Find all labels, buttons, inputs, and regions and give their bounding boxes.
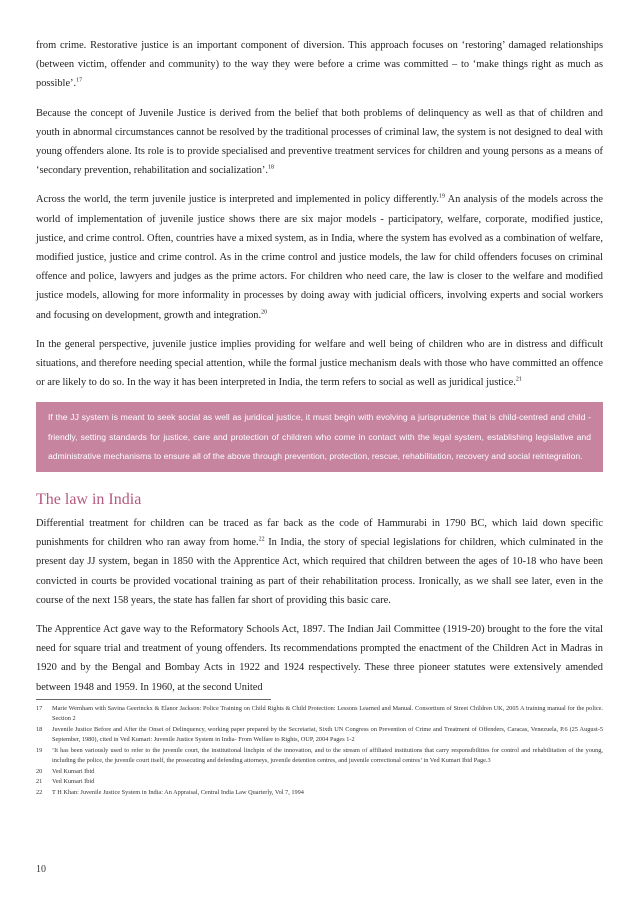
- document-page: [36, 36, 603, 798]
- paragraph-models: Across the world, the term juvenile justice is interpreted and implemented in policy differently.$^{19}$ An analysis of the models across the world of implementation of juvenile justice shows there are six major models - participatory, welfare, corporate, modified justice, justice, and crime control. Often, countries have a mixed system, as in India, where the system has evolved as a combination of welfare, modified justice, justice and crime control. As in the crime control and justice models, the law for child offenders focuses on criminal offence and police, lawyers and judges as the prime actors. For children who need care, the law is closer to the welfare and modified justice models, allowing for more informality in processes by doing away with judicial officers, involving experts and social workers and focusing on development, growth and integration.$^{20}$: [36, 193, 603, 321]
- footnote-18: 18 Juvenile Justice Before and After the Onset of Delinquency, working paper prepared by the Secretariat, Sixth UN Congress on Prevention of Crime and Treatment of Offenders, Caracas, Venezuela, P.6 (25 August-5 September, 1980), cited in Ved Kumari: Juvenile Justice System in India- From Welfare to Rights, OUP, 2004 Pages 1-2: [36, 725, 603, 744]
- footnote-22: 22 T H Khan: Juvenile Justice System in India: An Appraisal, Central India Law Quarterly, Vol 7, 1994: [36, 788, 304, 796]
- paragraph-apprentice-act: The Apprentice Act gave way to the Reformatory Schools Act, 1897. The Indian Jail Committee (1919-20) brought to the fore the vital need for square trial and treatment of young offenders. Its recommendations prompted the enactment of the Children Act in Madras in 1920 and by the Bengal and Bombay Acts in 1922 and 1924 respectively. These three pioneer statutes were extensively amended between 1948 and 1959. In 1960, at the second United: [36, 624, 603, 693]
- paragraph-juvenile-justice-concept: Because the concept of Juvenile Justice is derived from the belief that both problems of delinquency as well as that of children and youth in abnormal circumstances cannot be resolved by the traditional processes of criminal law, the system is not designed to deal with young offenders alone. Its role is to provide specialised and preventive treatment services for children and young persons as a means of ‘secondary prevention, rehabilitation and socialization’.$^{18}$: [36, 107, 603, 177]
- footnote-17: 17 Marie Wernham with Savina Geerinckx & Elanor Jackson: Police Training on Child Rights & Child Protection: Lessons Learned and Manual. Consortium of Street Children UK, 2005 A training manual for the police. Section 2: [36, 704, 603, 723]
- page-number: 10: [36, 864, 46, 875]
- footnote-ref-18: 18: [267, 164, 274, 171]
- callout-box: If the JJ system is meant to seek social as well as juridical justice, it must begin with evolving a jurisprudence that is child-centred and child - friendly, setting standards for justice, care and protection of children who come in contact with the legal system, establishing legislative and administrative mechanisms to ensure all of the above through prevention, protection, rescue, rehabilitation, recovery and social reintegration.: [36, 402, 603, 472]
- paragraph-general-perspective: In the general perspective, juvenile justice implies providing for welfare and well being of children who are in distress and difficult situations, and therefore needing special attention, while the formal justice mechanism deals with those who have committed an offence or are likely to do so. In the way it has been interpreted in India, the term refers to social as well as juridical justice.$^{21}$: [36, 338, 603, 389]
- paragraph-hammurabi: Differential treatment for children can be traced as far back as the code of Hammurabi in 1790 BC, which laid down specific punishments for children who ran away from home.$^{22}$ In India, the story of special legislations for children, which culminated in the present day JJ system, began in 1850 with the Apprentice Act, which required that children between the ages of 10-18 who have been convicted in courts be provided vocational training as part of their rehabilitation process. Ironically, as we shall see later, even in the course of the next 158 years, the state has fallen far short of providing this basic care.: [36, 518, 603, 606]
- footnote-ref-21: 21: [515, 376, 522, 383]
- footnote-ref-17: 17: [76, 77, 83, 84]
- footnote-ref-20: 20: [261, 309, 268, 316]
- footnotes: [36, 704, 603, 799]
- footnote-20: 20 Ved Kumari Ibid: [36, 767, 95, 775]
- paragraph-restorative-justice: from crime. Restorative justice is an important component of diversion. This approach focuses on ‘restoring’ damaged relationships (between victim, offender and community) to the way they were before a crime was committed – to ‘make things right as much as possible’.$^{17}$: [36, 40, 603, 90]
- footnote-21: 21 Ved Kumari Ibid: [36, 778, 95, 786]
- footnote-19: 19 ‘It has been variously used to refer to the juvenile court, the institutional linchpin of the innovation, and to the stream of affiliated institutions that carry responsibilities for control and rehabilitation of the young, including the police, the juvenile court itself, the prosecuting and defending attorneys, juvenile detention centres, and juvenile correctional centres’ in Ved Kumari Ibid Page.3: [36, 746, 603, 765]
- section-heading: The law in India: [36, 491, 142, 509]
- footnote-ref-22: 22: [258, 536, 265, 543]
- footnote-divider: [36, 699, 271, 700]
- footnote-ref-19: 19: [439, 193, 446, 200]
